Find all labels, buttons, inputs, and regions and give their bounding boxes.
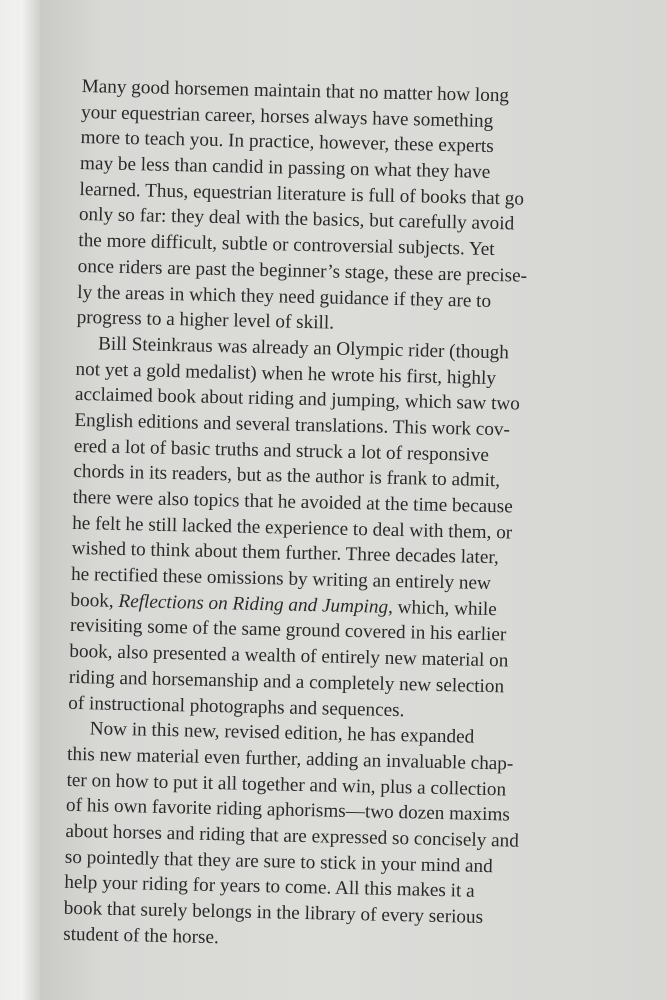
text-line: there were also topics that he avoided at the time because: [72, 486, 513, 518]
text-line: your equestrian career, horses always have something: [80, 101, 494, 132]
text-line: book that surely belongs in the library of every serious: [63, 897, 484, 928]
paragraph-2: [68, 331, 546, 726]
text-line: the more difficult, subtle or controversial subjects. Yet: [78, 230, 495, 261]
text-line: may be less than candid in passing on what they have: [79, 153, 491, 183]
text-line: he felt he still lacked the experience to deal with them, or: [71, 512, 513, 544]
book-title: Reflections on Riding and Jumping: [118, 590, 389, 618]
text-line: Now in this new, revised edition, he has expanded: [89, 718, 475, 748]
text-line: more to teach you. In practice, however, these experts: [80, 127, 494, 158]
text-line: revisiting some of the same ground covered in his earlier: [69, 615, 507, 646]
text-segment: book,: [70, 589, 119, 612]
text-line: Many good horsemen maintain that no matter how long: [81, 75, 510, 107]
text-line: of instructional photographs and sequences.: [68, 692, 405, 721]
text-line: once riders are past the beginner’s stage, these are precise-: [77, 255, 528, 287]
paragraph-3: [63, 716, 538, 957]
text-line: about horses and riding that are expressed so concisely and: [65, 820, 520, 852]
text-line: ter on how to put it all together and win, plus a collection: [66, 769, 507, 800]
text-line: wished to think about them further. Three decades later,: [71, 538, 500, 569]
text-line: acclaimed book about riding and jumping, which saw two: [74, 384, 521, 415]
text-line: of his own favorite riding aphorisms—two dozen maxims: [65, 795, 511, 826]
text-line: English editions and several translations. This work cov-: [74, 409, 511, 441]
text-line: help your riding for years to come. All this makes it a: [64, 872, 475, 903]
paragraph-1: [76, 74, 551, 341]
text-line: Bill Steinkraus was already an Olympic rider (though: [97, 333, 510, 364]
text-line: book, also presented a wealth of entirely new material on: [69, 640, 509, 672]
text-line: ly the areas in which they need guidance if they are to: [77, 281, 492, 312]
body-text: [63, 74, 552, 957]
facing-page-edge: [0, 0, 40, 1000]
text-line: not yet a gold medalist) when he wrote his first, highly: [75, 358, 497, 389]
text-line: so pointedly that they are sure to stick in your mind and: [64, 846, 493, 877]
text-segment: , which, while: [387, 596, 497, 620]
text-line: progress to a higher level of skill.: [76, 307, 335, 334]
text-line: student of the horse.: [63, 923, 220, 948]
text-line: chords in its readers, but as the author is frank to admit,: [73, 461, 501, 492]
text-line: ered a lot of basic truths and struck a lot of responsive: [73, 435, 490, 466]
text-line: learned. Thus, equestrian literature is full of books that go: [79, 178, 525, 210]
text-line: he rectified these omissions by writing an entirely new: [70, 563, 492, 595]
text-line: this new material even further, adding an invaluable chap-: [66, 743, 514, 775]
text-line: only so far: they deal with the basics, but carefully avoid: [78, 204, 515, 235]
text-line: riding and horsemanship and a completely new selection: [68, 666, 505, 698]
